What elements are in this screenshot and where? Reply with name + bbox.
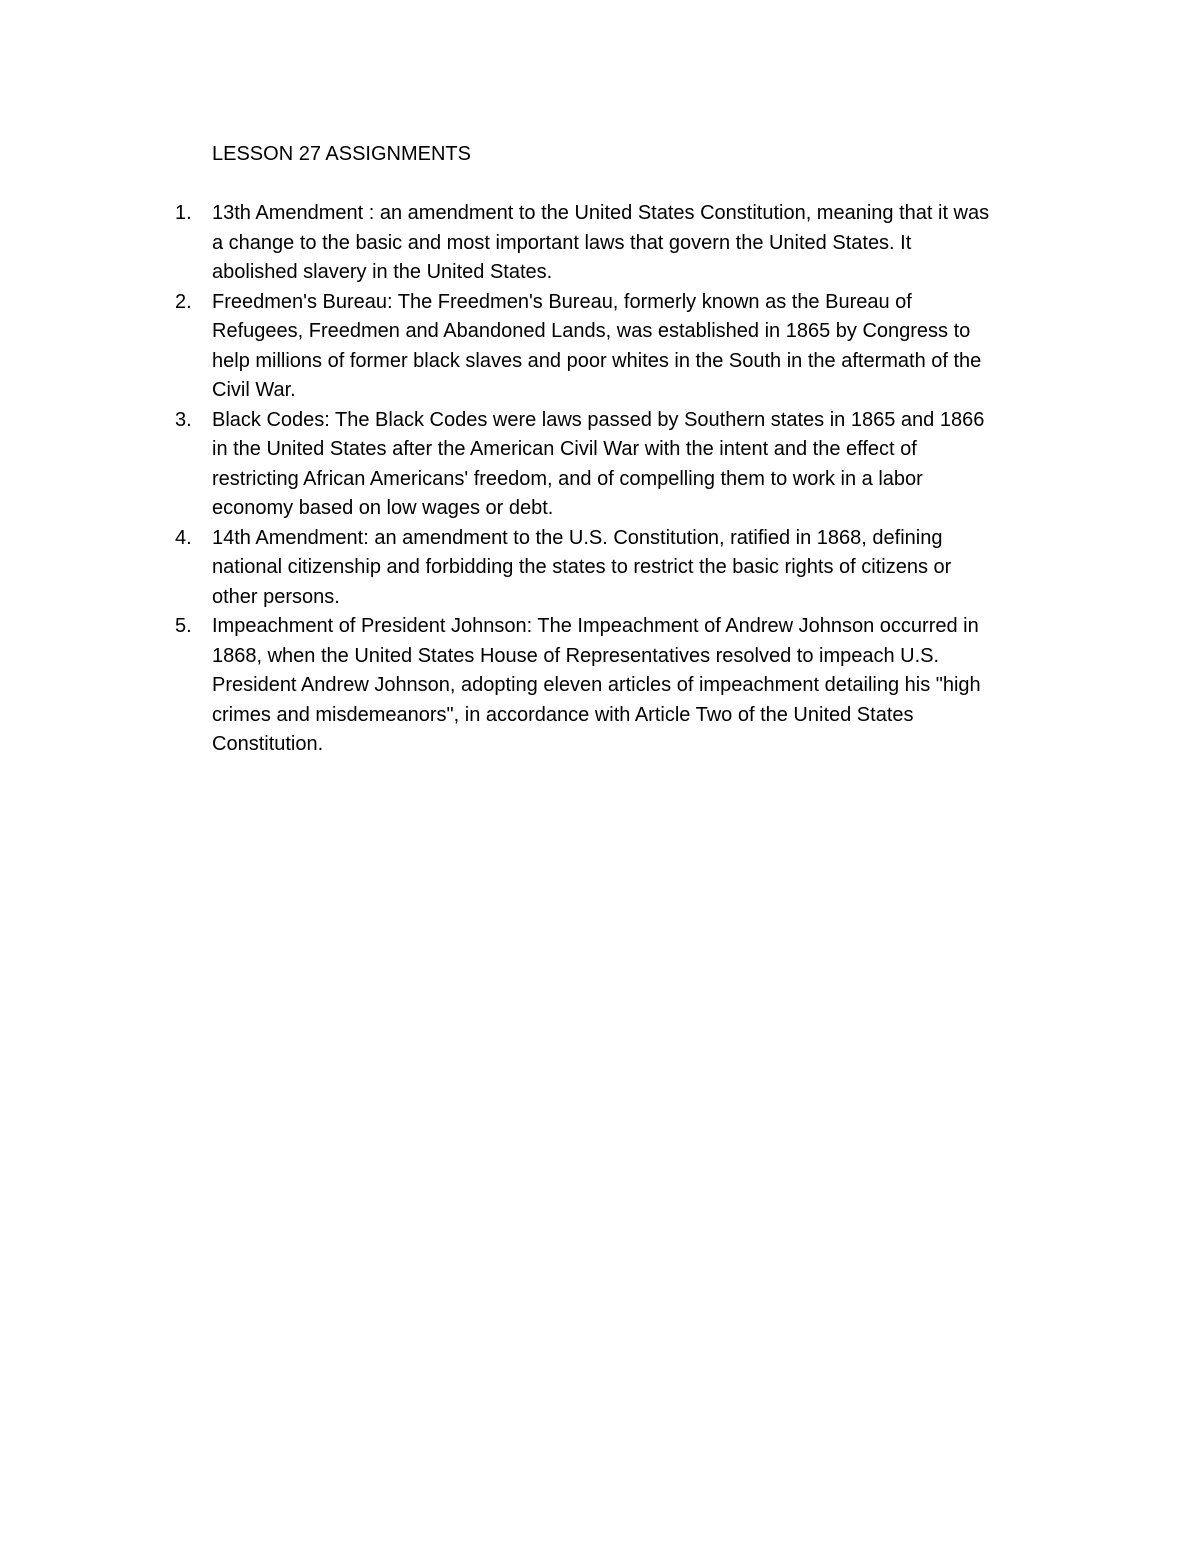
list-item [0, 524, 1057, 613]
assignment-list [0, 199, 1200, 760]
list-item-text: Black Codes: The Black Codes were laws passed by Southern states in 1865 and 1866 in the United States after the American Civil War with the intent and the effect of restricting African Americans' freedom, and of compelling them to work in a labor economy based on low wages or debt. [212, 408, 985, 519]
list-item-number: 3. [175, 408, 192, 431]
document-title: LESSON 27 ASSIGNMENTS [212, 143, 471, 165]
list-item-text: 13th Amendment : an amendment to the United States Constitution, meaning that it was a change to the basic and most important laws that govern the United States. It abolished slavery in the United States. [212, 202, 990, 283]
list-item-number: 4. [175, 526, 192, 549]
list-item-text: 14th Amendment: an amendment to the U.S. Constitution, ratified in 1868, defining national citizenship and forbidding the states to restrict the basic rights of citizens or other persons. [212, 526, 952, 608]
list-item [0, 288, 1057, 406]
list-item [0, 406, 1057, 524]
list-item [0, 199, 1057, 288]
list-item [0, 612, 1057, 760]
list-item-text: Impeachment of President Johnson: The Impeachment of Andrew Johnson occurred in 1868, when the United States House of Representatives resolved to impeach U.S. President Andrew Johnson, adopting eleven articles of impeachment detailing his "high crimes and misdemeanors", in accordance with Article Two of the United States Constitution. [212, 615, 981, 755]
list-item-number: 5. [175, 615, 192, 637]
list-item-text: Freedmen's Bureau: The Freedmen's Bureau, formerly known as the Bureau of Refugees, Freedmen and Abandoned Lands, was established in 1865 by Congress to help millions of former black slaves and poor whites in the South in the aftermath of the Civil War. [212, 290, 982, 401]
list-item-number: 2. [175, 290, 192, 313]
list-item-number: 1. [175, 202, 192, 224]
